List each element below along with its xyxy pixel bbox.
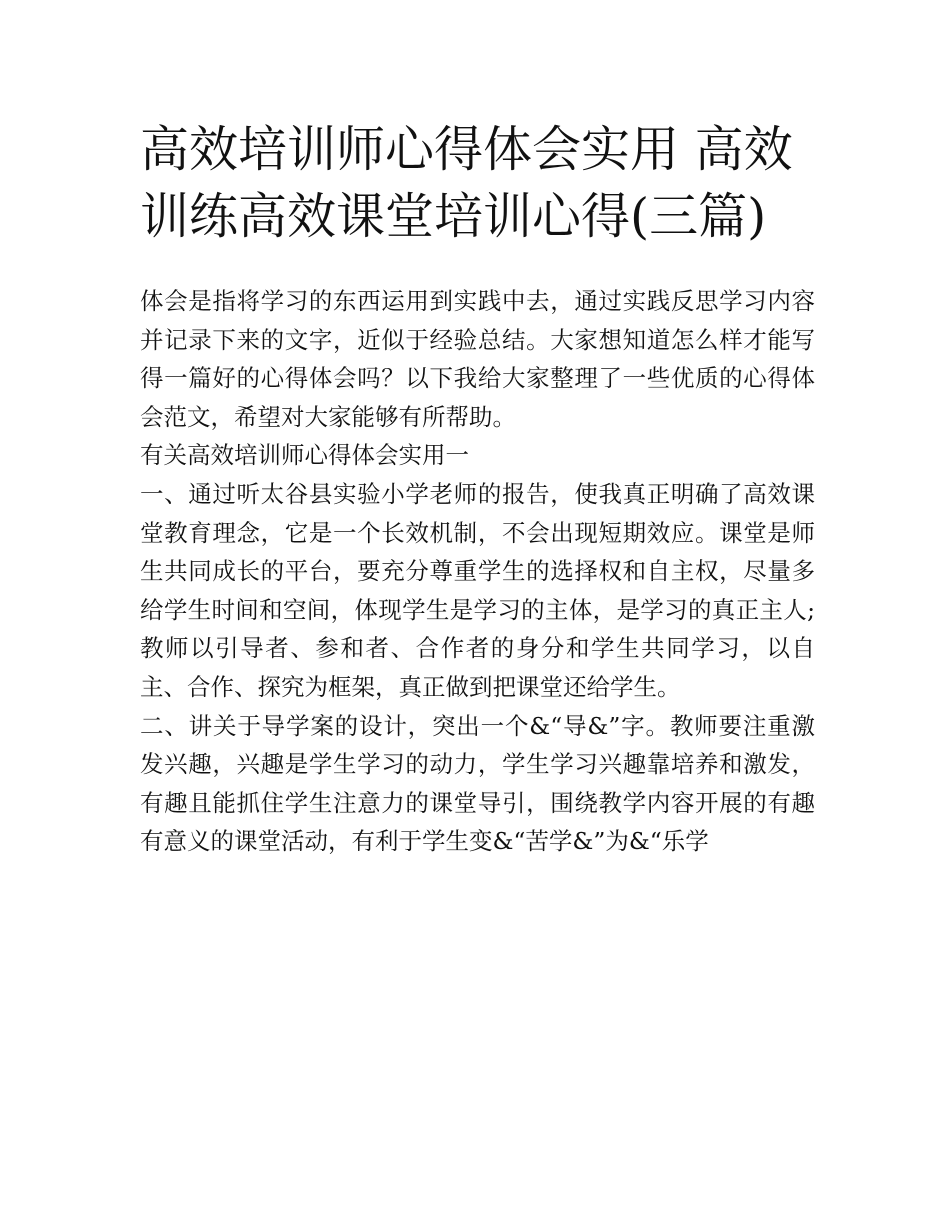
document-body bbox=[140, 282, 815, 861]
section-heading: 有关高效培训师心得体会实用一 bbox=[140, 441, 469, 470]
body-paragraph-1: 一、通过听太谷县实验小学老师的报告，使我真正明确了高效课堂教育理念，它是一个长效机制，不会出现短期效应。课堂是师生共同成长的平台，要充分尊重学生的选择权和自主权，尽量多给学生时间和空间，体现学生是学习的主体，是学习的真正主人;教师以引导者、参和者、合作者的身分和学生共同学习，以自主、合作、探究为框架，真正做到把课堂还给学生。 bbox=[140, 479, 815, 701]
intro-paragraph: 体会是指将学习的东西运用到实践中去，通过实践反思学习内容并记录下来的文字，近似于经验总结。大家想知道怎么样才能写得一篇好的心得体会吗？以下我给大家整理了一些优质的心得体会范文，希望对大家能够有所帮助。 bbox=[140, 287, 815, 431]
body-paragraph-2: 二、讲关于导学案的设计，突出一个&“导&”字。教师要注重激发兴趣，兴趣是学生学习的动力，学生学习兴趣靠培养和激发，有趣且能抓住学生注意力的课堂导引，围绕教学内容开展的有趣有意义的课堂活动，有利于学生变&“苦学&”为&“乐学 bbox=[140, 711, 815, 856]
document-title: 高效培训师心得体会实用 高效训练高效课堂培训心得(三篇) bbox=[140, 121, 793, 245]
